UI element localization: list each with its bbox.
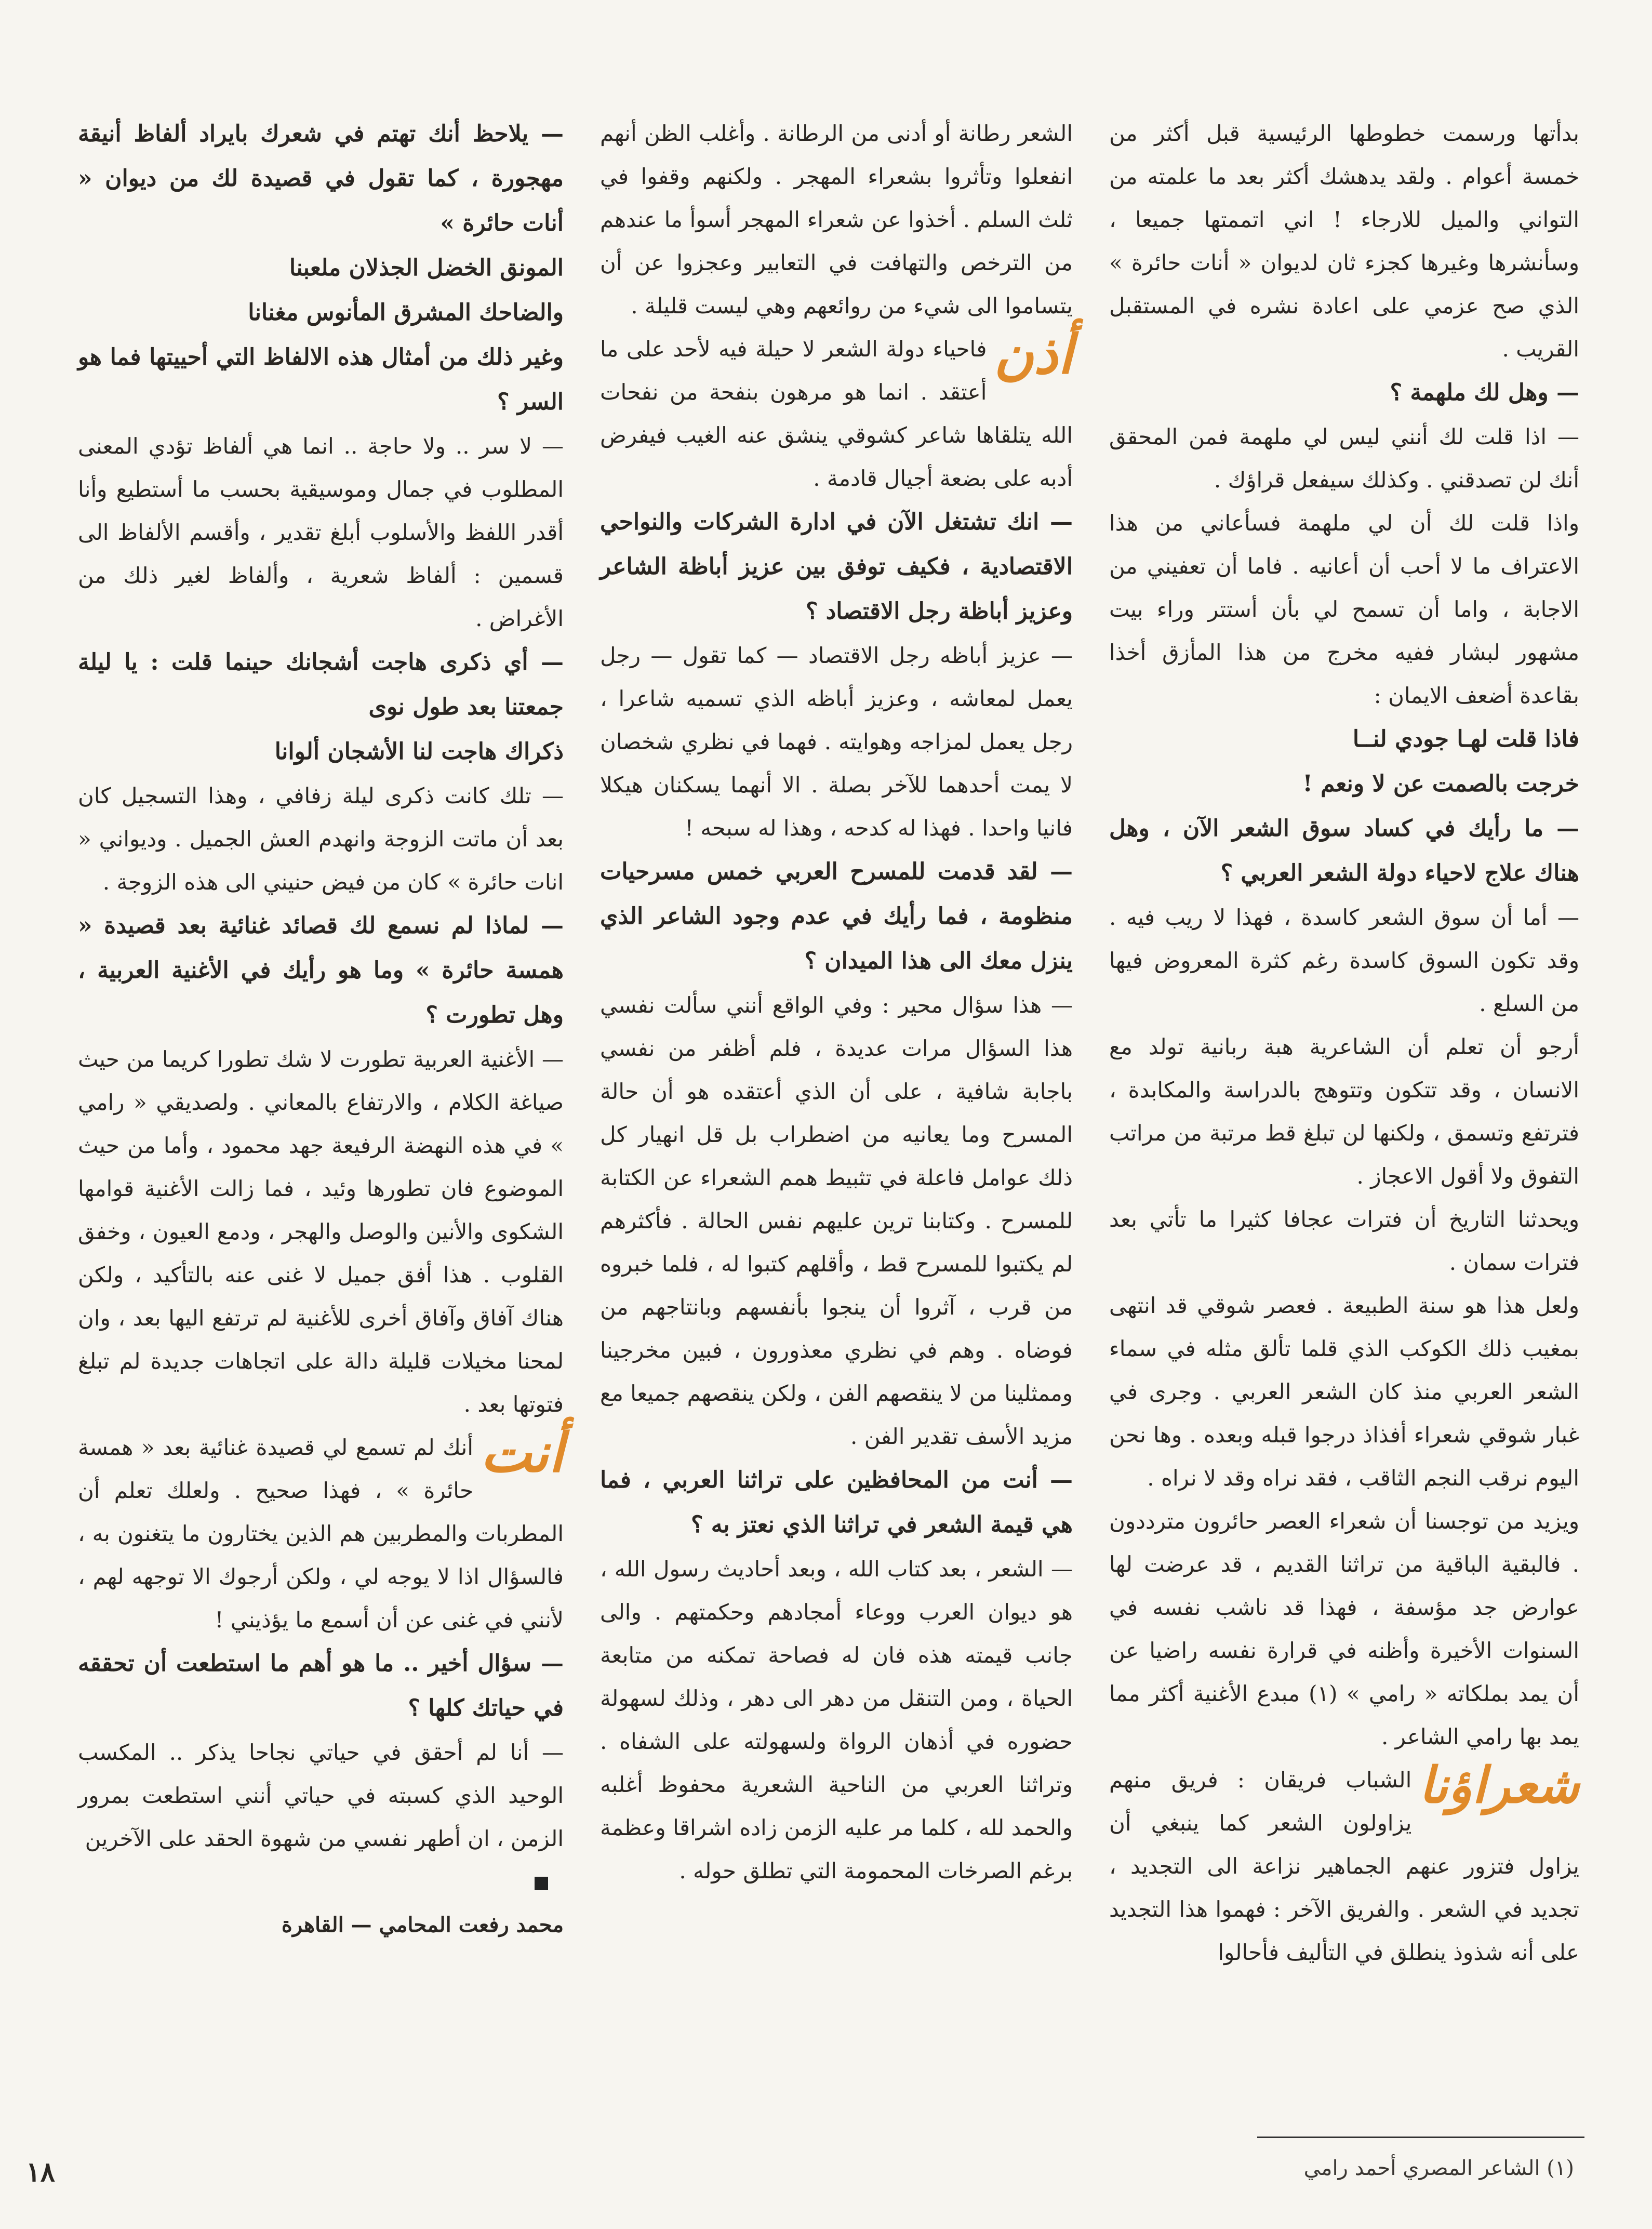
article-column-middle: [600, 112, 1073, 1892]
paragraph: [600, 322, 1073, 500]
paragraph-text: — تلك كانت ذكرى ليلة زفافي ، وهذا التسجيل كان بعد أن ماتت الزوجة وانهدم العش الجميل . وديواني « انات حائرة » كان من فيض حنيني الى هذه الزوجة .: [78, 783, 564, 895]
interview-question: [78, 640, 564, 729]
poem-verse: [78, 729, 564, 774]
paragraph: [1109, 112, 1579, 370]
interview-question: [78, 1641, 564, 1731]
interview-question: [600, 1458, 1073, 1547]
paragraph-text: — وهل لك ملهمة ؟: [1390, 379, 1579, 406]
paragraph: [1109, 896, 1579, 1025]
paragraph-text: والضاحك المشرق المأنوس مغنانا: [248, 299, 564, 326]
paragraph: [1109, 1284, 1579, 1500]
poem-verse: [78, 246, 564, 290]
paragraph-text: المونق الخضل الجذلان ملعبنا: [289, 255, 564, 281]
article-column-right: [1109, 112, 1579, 1974]
paragraph: [600, 984, 1073, 1458]
author-signature: محمد رفعت المحامي — القاهرة: [281, 1913, 564, 1937]
footnote-divider: [1257, 2137, 1584, 2138]
footnote: (١) الشاعر المصري أحمد رامي: [1303, 2156, 1574, 2180]
paragraph-text: أنك لم تسمع لي قصيدة غنائية بعد « همسة حائرة » ، فهذا صحيح . ولعلك تعلم أن المطربات والمطربين هم الذين يختارون ما يتغنون به ، فالسؤال اذا لا يوجه لي ، ولكن أرجوك الا توجهه لهم ، لأنني في غنى عن أن أسمع ما يؤذيني !: [78, 1435, 564, 1633]
interview-question: [78, 335, 564, 424]
paragraph: [600, 1547, 1073, 1892]
paragraph-text: ويزيد من توجسنا أن شعراء العصر حائرون مترددون . فالبقية الباقية من تراثنا القديم ، قد عرضت لها عوارض جد مؤسفة ، فهذا قد ناشب نفسه في السنوات الأخيرة وأظنه في قرارة نفسه راضيا عن أن يمد بملكاته « رامي » (١) مبدع الأغنية أكثر مما يمد بها رامي الشاعر .: [1109, 1508, 1579, 1749]
paragraph: [1109, 1500, 1579, 1758]
paragraph-text: وغير ذلك من أمثال هذه الالفاظ التي أحييتها فما هو السر ؟: [78, 344, 564, 415]
paragraph: [78, 1421, 564, 1641]
paragraph: [1109, 415, 1579, 501]
paragraph-text: — الأغنية العربية تطورت لا شك تطورا كريما من حيث صياغة الكلام ، والارتفاع بالمعاني . ولصديقي « رامي » في هذه النهضة الرفيعة جهد محمود ، وأما من حيث الموضوع فان تطورها وئيد ، فما زالت الأغنية قوامها الشكوى والأنين والوصل والهجر ، ودمع العيون ، وخفق القلوب . هذا أفق جميل لا غنى عنه بالتأكيد ، ولكن هناك آفاق وآفاق أخرى للأغنية لم ترتفع اليها بعد ، وان لمحنا مخيلات قليلة دالة على اتجاهات جديدة لم تبلغ فتوتها بعد .: [78, 1046, 564, 1417]
paragraph-text: — أنت من المحافظين على تراثنا العربي ، فما هي قيمة الشعر في تراثنا الذي نعتز به ؟: [600, 1467, 1073, 1538]
paragraph-text: ويحدثنا التاريخ أن فترات عجافا كثيرا ما تأتي بعد فترات سمان .: [1109, 1206, 1579, 1275]
paragraph: [1109, 501, 1579, 717]
paragraph-text: — أي ذكرى هاجت أشجانك حينما قلت : يا ليلة جمعتنا بعد طول نوى: [78, 649, 564, 720]
decorative-word-art: شعراؤنا: [1419, 1756, 1579, 1814]
paragraph-text: — يلاحظ أنك تهتم في شعرك بايراد ألفاظ أنيقة مهجورة ، كما تقول في قصيدة لك من ديوان « أنات حائرة »: [78, 121, 564, 236]
interview-question: [600, 500, 1073, 634]
paragraph-text: — اذا قلت لك أنني ليس لي ملهمة فمن المحقق أنك لن تصدقني . وكذلك سيفعل قراؤك .: [1109, 424, 1579, 493]
paragraph-text: خرجت بالصمت عن لا ونعم !: [1302, 771, 1579, 797]
paragraph-text: — الشعر ، بعد كتاب الله ، وبعد أحاديث رسول الله ، هو ديوان العرب ووعاء أمجادهم وحكمتهم . والى جانب قيمته هذه فان له فصاحة تمكنه من متابعة الحياة ، ومن التنقل من دهر الى دهر ، وذلك لسهولة حضوره في أذهان الرواة ولسهولته على الشفاه . وتراثنا العربي من الناحية الشعرية محفوظ أغلبه والحمد لله ، كلما مر عليه الزمن زاده اشراقا وعظمة برغم الصرخات المحمومة التي تطلق حوله .: [600, 1556, 1073, 1883]
paragraph-text: — أنا لم أحقق في حياتي نجاحا يذكر .. المكسب الوحيد الذي كسبته في حياتي أنني استطعت بمرور الزمن ، ان أطهر نفسي من شهوة الحقد على الآخرين: [78, 1740, 564, 1851]
paragraph-text: — لا سر .. ولا حاجة .. انما هي ألفاظ تؤدي المعنى المطلوب في جمال وموسيقية بحسب ما أستطيع وأنا أقدر اللفظ والأسلوب أبلغ تقدير ، وأقسم الألفاظ الى قسمين : ألفاظ شعرية ، وألفاظ لغير ذلك من الأغراض .: [78, 433, 564, 631]
paragraph-text: الشباب فريقان : فريق منهم يزاولون الشعر كما ينبغي أن يزاول فتزور عنهم الجماهير نزاعة الى التجديد ، تجديد في الشعر . والفريق الآخر : فهموا هذا التجديد على أنه شذوذ ينطلق في التأليف فأحالوا: [1109, 1767, 1579, 1965]
paragraph-text: فاحياء دولة الشعر لا حيلة فيه لأحد على ما أعتقد . انما هو مرهون بنفحة من نفحات الله يتلقاها شاعر كشوقي ينشق عنه الغيب فيفرض أدبه على بضعة أجيال قادمة .: [600, 336, 1073, 491]
interview-question: [1109, 806, 1579, 896]
paragraph-text: — لماذا لم نسمع لك قصائد غنائية بعد قصيدة « همسة حائرة » وما هو رأيك في الأغنية العربية ، وهل تطورت ؟: [78, 912, 564, 1028]
paragraph-text: بدأتها ورسمت خطوطها الرئيسية قبل أكثر من خمسة أعوام . ولقد يدهشك أكثر بعد ما علمته من التواني والميل للارجاء ! اني اتممتها جميعا ، وسأنشرها وغيرها كجزء ثان لديوان « أنات حائرة » الذي صح عزمي على اعادة نشره في المستقبل القريب .: [1109, 121, 1579, 362]
paragraph: [1109, 1198, 1579, 1284]
paragraph-text: فاذا قلت لهـا جودي لنــا: [1352, 726, 1579, 752]
paragraph: [78, 774, 564, 904]
paragraph-text: — ما رأيك في كساد سوق الشعر الآن ، وهل هناك علاج لاحياء دولة الشعر العربي ؟: [1109, 815, 1579, 886]
poem-verse: [1109, 717, 1579, 762]
paragraph: [78, 424, 564, 640]
paragraph: [78, 1731, 564, 1903]
poem-verse: [1109, 762, 1579, 806]
paragraph-text: الشعر رطانة أو أدنى من الرطانة . وأغلب الظن أنهم انفعلوا وتأثروا بشعراء المهجر . ولكنهم وقفوا في ثلث السلم . أخذوا عن شعراء المهجر أسوأ ما عندهم من الترخص والتهافت في التعابير وعجزوا عن أن يتساموا الى شيء من روائعهم وهي ليست قليلة .: [600, 121, 1073, 319]
paragraph: [600, 634, 1073, 850]
paragraph: [1109, 1025, 1579, 1198]
paragraph-text: واذا قلت لك أن لي ملهمة فسأعاني من هذا الاعتراف ما لا أحب أن أعانيه . فاما أن تعفيني من الاجابة ، واما أن تسمح لي بأن أستتر وراء بيت مشهور لبشار ففيه مخرج من هذا المأزق أخذا بقاعدة أضعف الايمان :: [1109, 510, 1579, 708]
paragraph-text: — سؤال أخير .. ما هو أهم ما استطعت أن تحققه في حياتك كلها ؟: [78, 1650, 564, 1721]
interview-question: [78, 112, 564, 246]
paragraph-text: — عزيز أباظه رجل الاقتصاد — كما تقول — رجل يعمل لمعاشه ، وعزيز أباظه الذي تسميه شاعرا ، رجل يعمل لمزاجه وهوايته . فهما في نظري شخصان لا يمت أحدهما للآخر بصلة . الا أنهما يسكنان هيكلا فانيا واحدا . فهذا له كدحه ، وهذا له سبحه !: [600, 643, 1073, 841]
interview-question: [1109, 370, 1579, 415]
paragraph-text: ولعل هذا هو سنة الطبيعة . فعصر شوقي قد انتهى بمغيب ذلك الكوكب الذي قلما تألق مثله في سماء الشعر العربي منذ كان الشعر العربي . وجرى في غبار شوقي شعراء أفذاذ درجوا قبله وبعده . وها نحن اليوم نرقب النجم الثاقب ، فقد نراه وقد لا نراه .: [1109, 1293, 1579, 1491]
paragraph-text: — أما أن سوق الشعر كاسدة ، فهذا لا ريب فيه . وقد تكون السوق كاسدة رغم كثرة المعروض فيها من السلع .: [1109, 905, 1580, 1016]
paragraph: [1109, 1758, 1579, 1974]
paragraph: [600, 112, 1073, 327]
page-number: ١٨: [26, 2156, 55, 2188]
paragraph-text: — لقد قدمت للمسرح العربي خمس مسرحيات منظومة ، فما رأيك في عدم وجود الشاعر الذي ينزل معك الى هذا الميدان ؟: [600, 858, 1073, 974]
interview-question: [600, 850, 1073, 984]
paragraph-text: ذكراك هاجت لنا الأشجان ألوانا: [274, 738, 564, 765]
paragraph-text: أرجو أن تعلم أن الشاعرية هبة ربانية تولد مع الانسان ، وقد تتكون وتتوهج بالدراسة والمكابدة ، فترتفع وتسمق ، ولكنها لن تبلغ قط مرتبة من مراتب التفوق ولا أقول الاعجاز .: [1109, 1034, 1579, 1189]
paragraph: [78, 1038, 564, 1426]
end-square-icon: [535, 1877, 548, 1890]
decorative-word-art: أذن: [994, 322, 1073, 386]
article-column-left: [78, 112, 564, 1946]
decorative-word-art: أنت: [481, 1421, 564, 1484]
poem-verse: [78, 290, 564, 335]
paragraph-text: — هذا سؤال محير : وفي الواقع أنني سألت نفسي هذا السؤال مرات عديدة ، فلم أظفر من نفسي باجابة شافية ، على أن الذي أعتقده هو أن حالة المسرح وما يعانيه من اضطراب بل قل انهيار كل ذلك عوامل فاعلة في تثبيط همم الشعراء عن الكتابة للمسرح . وكتابنا ترين عليهم نفس الحالة . فأكثرهم لم يكتبوا للمسرح قط ، وأقلهم كتبوا له ، فلما خبروه من قرب ، آثروا أن ينجوا بأنفسهم وبانتاجهم من فوضاه . وهم في نظري معذورون ، فبين مخرجينا وممثلينا من لا ينقصهم الفن ، ولكن ينقصهم جميعا مع مزيد الأسف تقدير الفن .: [600, 992, 1073, 1449]
interview-question: [78, 904, 564, 1038]
paragraph-text: — انك تشتغل الآن في ادارة الشركات والنواحي الاقتصادية ، فكيف توفق بين عزيز أباظة الشاعر وعزيز أباظة رجل الاقتصاد ؟: [600, 509, 1073, 625]
